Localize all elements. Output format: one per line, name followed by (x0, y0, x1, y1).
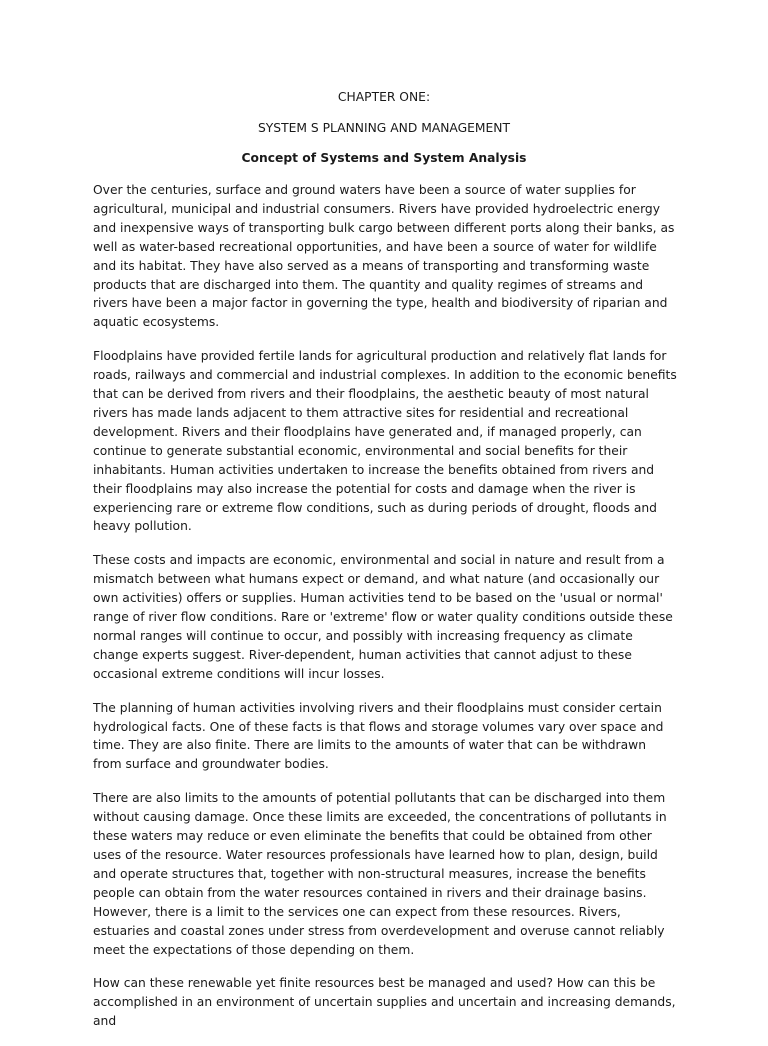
paragraph-4: The planning of human activities involving rivers and their floodplains must consider certain hydrological facts. One of these facts is that flows and storage volumes vary over space and time. They are also finite. There are limits to the amounts of water that can be withdrawn from surface and groundwater bodies. (93, 700, 664, 772)
paragraph-2: Floodplains have provided fertile lands for agricultural production and relatively flat lands for roads, railways and commercial and industrial complexes. In addition to the economic benefits that can be derived from rivers and their floodplains, the aesthetic beauty of most natural rivers has made lands adjacent to them attractive sites for residential and recreational development. Rivers and their floodplains have generated and, if managed properly, can continue to generate substantial economic, environmental and social benefits for their inhabitants. Human activities undertaken to increase the benefits obtained from rivers and their floodplains may also increase the potential for costs and damage when the river is experiencing rare or extreme flow conditions, such as during periods of drought, floods and heavy pollution. (93, 349, 677, 534)
paragraph-5: There are also limits to the amounts of potential pollutants that can be discharged into them without causing damage. Once these limits are exceeded, the concentrations of pollutants in these waters may reduce or even eliminate the benefits that could be obtained from other uses of the resource. Water resources professionals have learned how to plan, design, build and operate structures that, together with non-structural measures, increase the benefits people can obtain from the water resources contained in rivers and their drainage basins. However, there is a limit to the services one can expect from these resources. Rivers, estuaries and coastal zones under stress from overdevelopment and overuse cannot reliably meet the expectations of those depending on them. (93, 791, 667, 957)
paragraph-3: These costs and impacts are economic, environmental and social in nature and result from a mismatch between what humans expect or demand, and what nature (and occasionally our own activities) offers or supplies. Human activities tend to be based on the 'usual or normal' range of river flow conditions. Rare or 'extreme' flow or water quality conditions outside these normal ranges will continue to occur, and possibly with increasing frequency as climate change experts suggest. River-dependent, human activities that cannot adjust to these occasional extreme conditions will incur losses. (93, 553, 673, 681)
body-text (93, 181, 678, 1046)
subsection-heading: Concept of Systems and System Analysis (241, 151, 527, 165)
chapter-heading: CHAPTER ONE: (337, 90, 431, 104)
section-heading: SYSTEM S PLANNING AND MANAGEMENT (257, 121, 511, 135)
paragraph-1: Over the centuries, surface and ground waters have been a source of water supplies for agricultural, municipal and industrial consumers. Rivers have provided hydroelectric energy and inexpensive ways of transporting bulk cargo between different ports along their banks, as well as water-based recreational opportunities, and have been a source of water for wildlife and its habitat. They have also served as a means of transporting and transforming waste products that are discharged into them. The quantity and quality regimes of streams and rivers have been a major factor in governing the type, health and biodiversity of riparian and aquatic ecosystems. (93, 183, 675, 330)
paragraph-6: How can these renewable yet finite resources best be managed and used? How can this be accomplished in an environment of uncertain supplies and uncertain and increasing demands, and (93, 976, 676, 1029)
